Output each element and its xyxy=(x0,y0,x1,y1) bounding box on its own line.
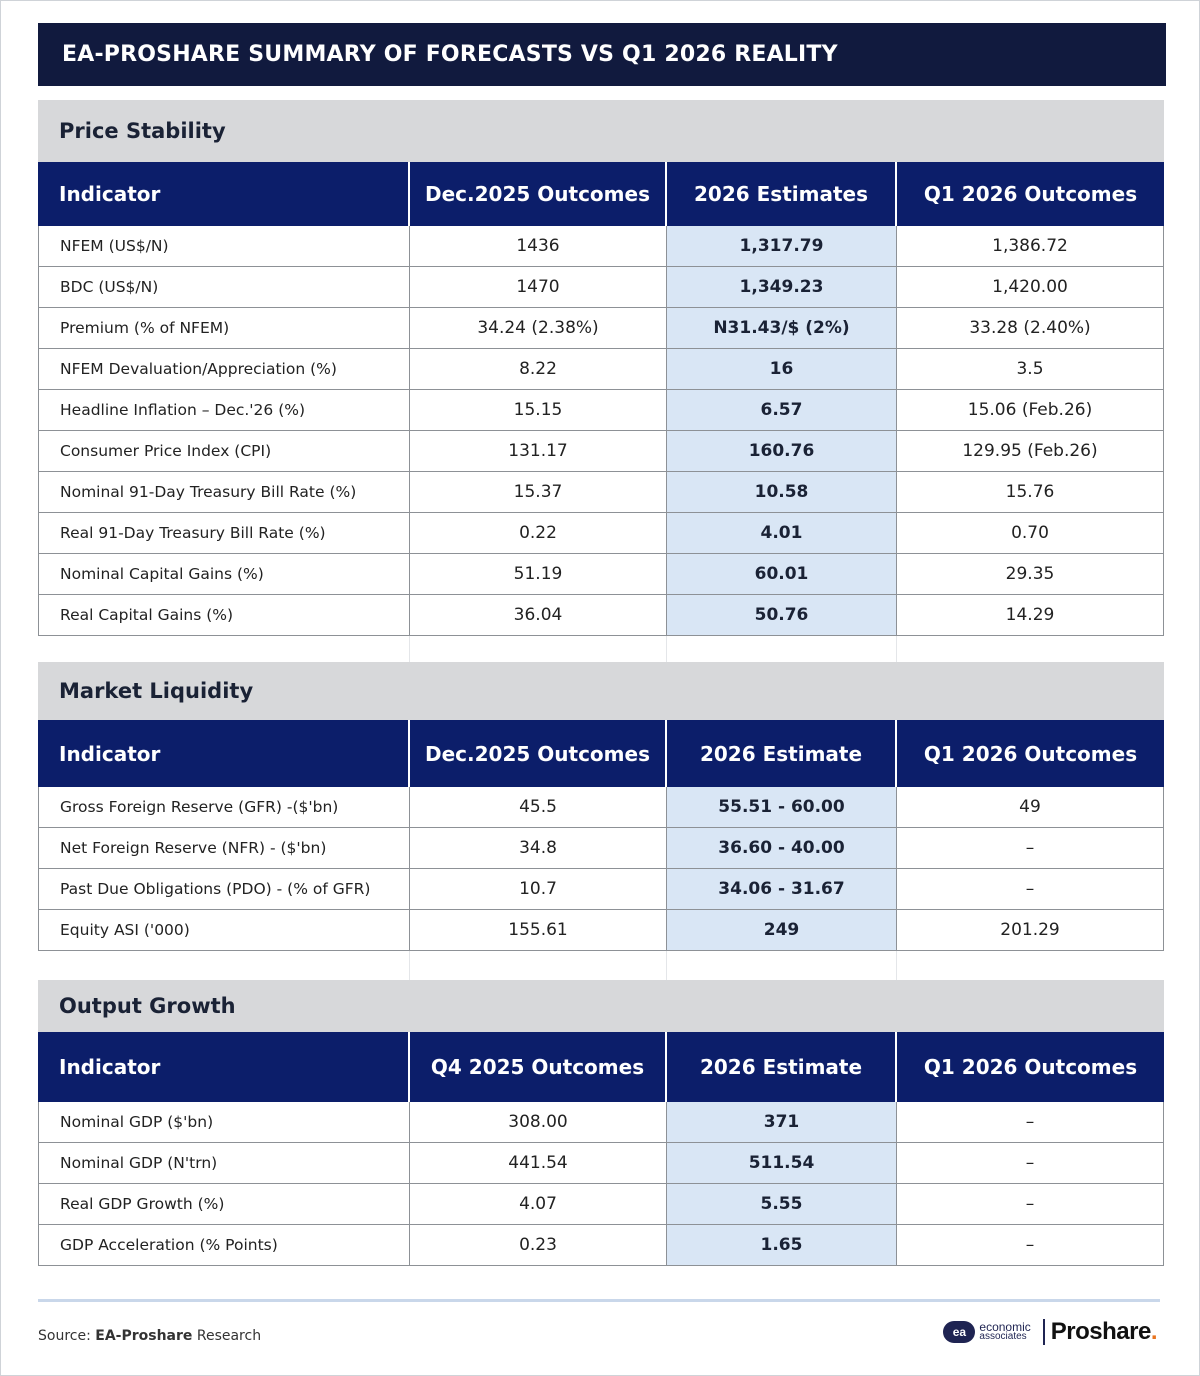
cell-previous-outcome: 51.19 xyxy=(410,554,667,594)
section-output-growth xyxy=(38,980,1164,1266)
cell-previous-outcome: 1470 xyxy=(410,267,667,307)
proshare-wordmark: Proshare xyxy=(1050,1318,1151,1345)
table-row xyxy=(38,828,1164,869)
cell-indicator: Gross Foreign Reserve (GFR) -($'bn) xyxy=(38,787,410,827)
cell-estimate: 34.06 - 31.67 xyxy=(667,869,897,909)
cell-indicator: Past Due Obligations (PDO) - (% of GFR) xyxy=(38,869,410,909)
cell-indicator: GDP Acceleration (% Points) xyxy=(38,1225,410,1265)
source-suffix: Research xyxy=(192,1328,262,1344)
cell-q1-outcome: – xyxy=(897,828,1164,868)
ea-logo-line2: associates xyxy=(979,1331,1027,1342)
table-header xyxy=(38,162,1164,226)
table-body xyxy=(38,226,1164,636)
cell-previous-outcome: 155.61 xyxy=(410,910,667,950)
table-row xyxy=(38,910,1164,951)
section-title: Output Growth xyxy=(38,980,1164,1032)
table-row xyxy=(38,869,1164,910)
cell-previous-outcome: 131.17 xyxy=(410,431,667,471)
proshare-logo xyxy=(1051,1318,1157,1346)
header-previous-outcomes: Q4 2025 Outcomes xyxy=(410,1032,667,1102)
cell-previous-outcome: 8.22 xyxy=(410,349,667,389)
cell-previous-outcome: 34.24 (2.38%) xyxy=(410,308,667,348)
cell-estimate: 55.51 - 60.00 xyxy=(667,787,897,827)
source-name: EA-Proshare xyxy=(95,1328,193,1344)
cell-indicator: Equity ASI ('000) xyxy=(38,910,410,950)
economic-associates-logo xyxy=(943,1321,1030,1343)
table-header xyxy=(38,1032,1164,1102)
logo-divider xyxy=(1043,1319,1045,1345)
table-row xyxy=(38,431,1164,472)
cell-estimate: 5.55 xyxy=(667,1184,897,1224)
cell-q1-outcome: – xyxy=(897,1102,1164,1142)
cell-previous-outcome: 308.00 xyxy=(410,1102,667,1142)
table-header xyxy=(38,720,1164,787)
table-row xyxy=(38,1102,1164,1143)
cell-estimate: 371 xyxy=(667,1102,897,1142)
table-row xyxy=(38,226,1164,267)
cell-previous-outcome: 15.15 xyxy=(410,390,667,430)
cell-q1-outcome: 49 xyxy=(897,787,1164,827)
section-spacer xyxy=(38,951,1164,981)
table-row xyxy=(38,787,1164,828)
header-estimates: 2026 Estimates xyxy=(667,162,897,226)
header-estimates: 2026 Estimate xyxy=(667,1032,897,1102)
section-price-stability xyxy=(38,100,1164,664)
cell-q1-outcome: – xyxy=(897,869,1164,909)
table-row xyxy=(38,349,1164,390)
header-q1-outcomes: Q1 2026 Outcomes xyxy=(923,182,1138,206)
cell-q1-outcome: 15.76 xyxy=(897,472,1164,512)
cell-indicator: NFEM (US$/N) xyxy=(38,226,410,266)
cell-indicator: Nominal 91-Day Treasury Bill Rate (%) xyxy=(38,472,410,512)
cell-q1-outcome: – xyxy=(897,1184,1164,1224)
source-prefix: Source: xyxy=(38,1328,96,1344)
table-row xyxy=(38,554,1164,595)
cell-estimate: 36.60 - 40.00 xyxy=(667,828,897,868)
cell-previous-outcome: 45.5 xyxy=(410,787,667,827)
header-q1-outcomes: Q1 2026 Outcomes xyxy=(923,741,1138,766)
header-previous-outcomes: Dec.2025 Outcomes xyxy=(410,720,667,787)
cell-estimate: N31.43/$ (2%) xyxy=(667,308,897,348)
cell-previous-outcome: 15.37 xyxy=(410,472,667,512)
cell-estimate: 4.01 xyxy=(667,513,897,553)
cell-estimate: 6.57 xyxy=(667,390,897,430)
section-spacer xyxy=(38,636,1164,664)
cell-q1-outcome: 33.28 (2.40%) xyxy=(897,308,1164,348)
cell-indicator: Consumer Price Index (CPI) xyxy=(38,431,410,471)
table-row xyxy=(38,1143,1164,1184)
cell-previous-outcome: 1436 xyxy=(410,226,667,266)
footer-divider xyxy=(38,1299,1160,1302)
cell-indicator: Real 91-Day Treasury Bill Rate (%) xyxy=(38,513,410,553)
cell-q1-outcome: 15.06 (Feb.26) xyxy=(897,390,1164,430)
cell-q1-outcome: 1,386.72 xyxy=(897,226,1164,266)
cell-estimate: 50.76 xyxy=(667,595,897,635)
section-title: Price Stability xyxy=(38,100,1164,162)
proshare-dot: . xyxy=(1150,1318,1157,1345)
cell-indicator: Premium (% of NFEM) xyxy=(38,308,410,348)
cell-previous-outcome: 0.22 xyxy=(410,513,667,553)
cell-indicator: Nominal Capital Gains (%) xyxy=(38,554,410,594)
table-body xyxy=(38,1102,1164,1266)
cell-previous-outcome: 4.07 xyxy=(410,1184,667,1224)
table-row xyxy=(38,267,1164,308)
header-q1-outcomes: Q1 2026 Outcomes xyxy=(923,1055,1138,1079)
cell-indicator: Real GDP Growth (%) xyxy=(38,1184,410,1224)
cell-estimate: 16 xyxy=(667,349,897,389)
cell-indicator: Nominal GDP ($'bn) xyxy=(38,1102,410,1142)
cell-q1-outcome: 29.35 xyxy=(897,554,1164,594)
table-row xyxy=(38,390,1164,431)
ea-logo-line1: economic xyxy=(979,1320,1031,1334)
page-title: EA-PROSHARE SUMMARY OF FORECASTS VS Q1 2026 REALITY xyxy=(38,23,1166,86)
header-indicator: Indicator xyxy=(38,720,410,787)
cell-q1-outcome: – xyxy=(897,1225,1164,1265)
table-row xyxy=(38,513,1164,554)
cell-indicator: BDC (US$/N) xyxy=(38,267,410,307)
footer-logos xyxy=(943,1318,1157,1346)
cell-indicator: NFEM Devaluation/Appreciation (%) xyxy=(38,349,410,389)
source-note xyxy=(38,1328,261,1344)
cell-estimate: 10.58 xyxy=(667,472,897,512)
section-title: Market Liquidity xyxy=(38,662,1164,720)
table-row xyxy=(38,472,1164,513)
header-indicator: Indicator xyxy=(38,162,410,226)
cell-q1-outcome: 1,420.00 xyxy=(897,267,1164,307)
table-row xyxy=(38,595,1164,636)
cell-estimate: 1,349.23 xyxy=(667,267,897,307)
section-market-liquidity xyxy=(38,662,1164,981)
cell-q1-outcome: 0.70 xyxy=(897,513,1164,553)
cell-q1-outcome: 201.29 xyxy=(897,910,1164,950)
cell-q1-outcome: – xyxy=(897,1143,1164,1183)
cell-previous-outcome: 0.23 xyxy=(410,1225,667,1265)
cell-estimate: 511.54 xyxy=(667,1143,897,1183)
cell-previous-outcome: 34.8 xyxy=(410,828,667,868)
cell-indicator: Headline Inflation – Dec.'26 (%) xyxy=(38,390,410,430)
table-body xyxy=(38,787,1164,951)
cell-previous-outcome: 10.7 xyxy=(410,869,667,909)
table-row xyxy=(38,308,1164,349)
ea-logo-icon: ea xyxy=(943,1321,975,1343)
table-row xyxy=(38,1225,1164,1266)
cell-estimate: 249 xyxy=(667,910,897,950)
table-row xyxy=(38,1184,1164,1225)
cell-q1-outcome: 129.95 (Feb.26) xyxy=(897,431,1164,471)
cell-q1-outcome: 14.29 xyxy=(897,595,1164,635)
header-previous-outcomes: Dec.2025 Outcomes xyxy=(410,162,667,226)
cell-estimate: 1.65 xyxy=(667,1225,897,1265)
cell-previous-outcome: 441.54 xyxy=(410,1143,667,1183)
header-indicator: Indicator xyxy=(38,1032,410,1102)
cell-estimate: 160.76 xyxy=(667,431,897,471)
cell-indicator: Nominal GDP (N'trn) xyxy=(38,1143,410,1183)
cell-estimate: 1,317.79 xyxy=(667,226,897,266)
cell-q1-outcome: 3.5 xyxy=(897,349,1164,389)
cell-previous-outcome: 36.04 xyxy=(410,595,667,635)
cell-estimate: 60.01 xyxy=(667,554,897,594)
cell-indicator: Real Capital Gains (%) xyxy=(38,595,410,635)
cell-indicator: Net Foreign Reserve (NFR) - ($'bn) xyxy=(38,828,410,868)
header-estimates: 2026 Estimate xyxy=(667,720,897,787)
